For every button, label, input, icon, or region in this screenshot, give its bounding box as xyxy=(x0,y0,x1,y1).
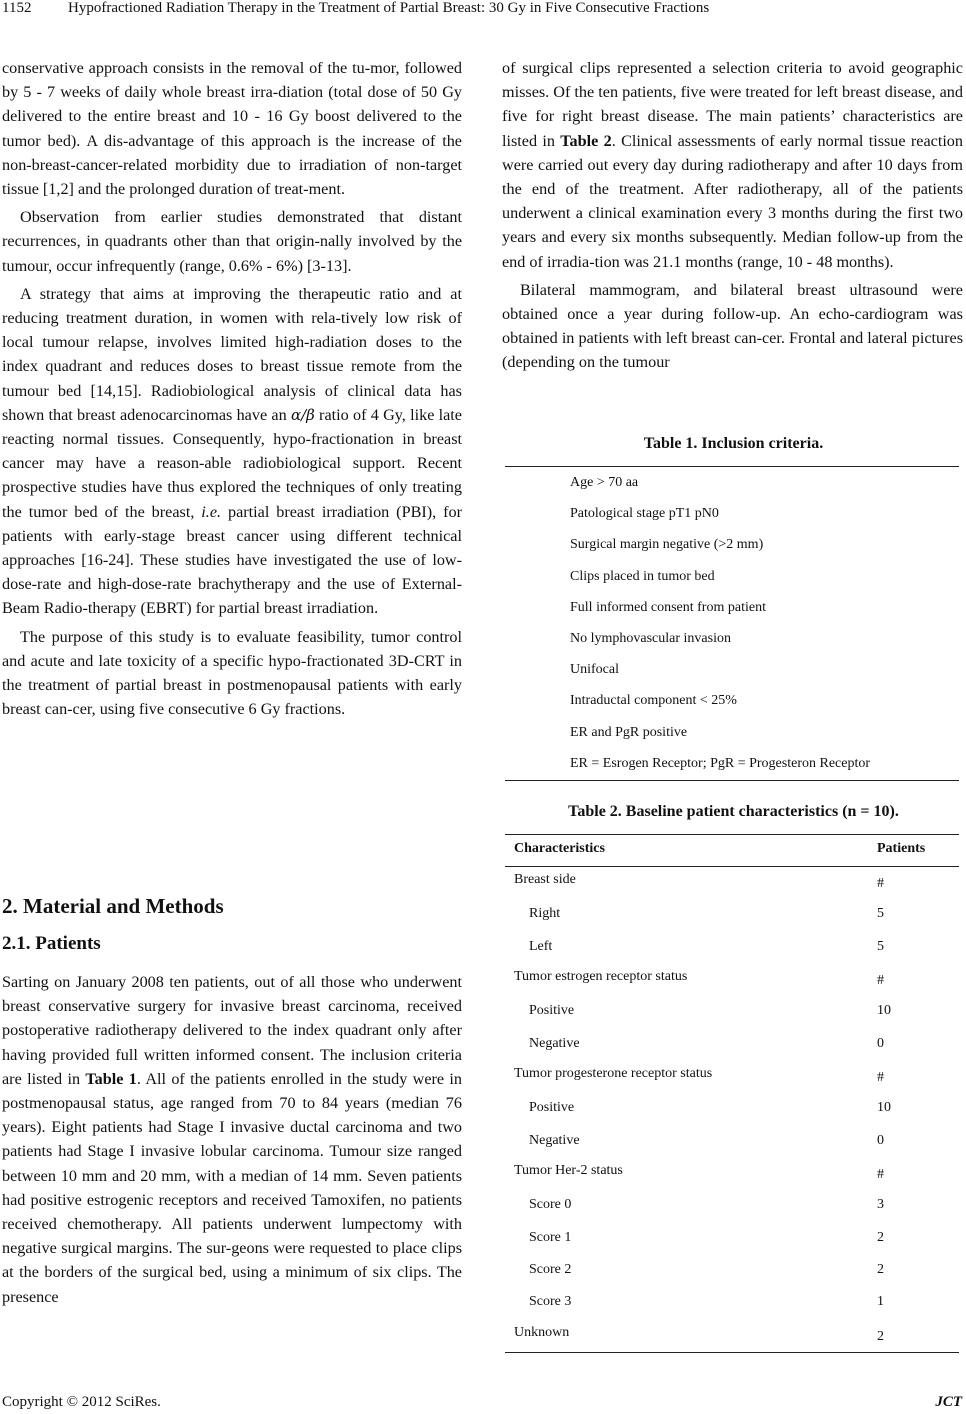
table2-caption: Table 2. Baseline patient characteristics (n = 10). xyxy=(568,803,899,820)
row-label: Score 3 xyxy=(529,1294,572,1310)
subsection-heading: 2.1. Patients xyxy=(2,933,101,954)
page-number: 1152 xyxy=(2,0,32,16)
table-row xyxy=(505,1001,959,1033)
paragraph: Observation from earlier studies demonstrated that distant recurrences, in quadrants other than that origin-nally involved by the tumour, occur infrequently (range, 0.6% - 6%) [3-13]. xyxy=(2,208,462,275)
column-header-patients: Patients xyxy=(877,841,926,856)
paragraph: A strategy that aims at improving the therapeutic ratio and at reducing treatment duration, in women with rela-tively low risk of local tumour relapse, involves limited high-radiation doses to the index quadrant and reduces doses to breast tissue remote from the tumour bed [14,15]. Radiobiological analysis of clinical data has shown that breast adenocarcinomas have an α/β ratio of 4 Gy, like late reacting normal tissues. Consequently, hypo-fractionation in breast cancer may have a reason-able radiobiological support. Recent prospective studies have thus explored the techniques of only treating the tumor bed of the breast, i.e. partial breast irradiation (PBI), for patients with early-stage breast cancer using different technical approaches [16-24]. These studies have investigated the use of low-dose-rate and high-dose-rate brachytherapy and the use of External-Beam Radio-therapy (EBRT) for partial breast irradiation. xyxy=(2,284,462,618)
row-label: Positive xyxy=(529,1100,575,1116)
table-row xyxy=(505,1034,959,1066)
row-value: 5 xyxy=(877,938,884,954)
ie-abbrev: i.e. xyxy=(201,502,222,521)
row-value: 0 xyxy=(877,1132,884,1148)
row-value: 2 xyxy=(877,1229,884,1245)
left-column xyxy=(2,56,462,721)
criteria-item: Clips placed in tumor bed xyxy=(570,568,715,584)
table-row xyxy=(505,1228,959,1260)
table2-bottom-rule xyxy=(505,1352,959,1353)
row-value: # xyxy=(877,876,884,891)
copyright-notice: Copyright © 2012 SciRes. xyxy=(2,1394,161,1410)
table-row xyxy=(505,872,959,904)
journal-abbrev: JCT xyxy=(935,1394,962,1410)
table2-top-rule xyxy=(505,834,959,835)
row-value: 2 xyxy=(877,1328,884,1344)
left-column-patients xyxy=(2,970,462,1309)
table-row xyxy=(505,937,959,969)
table-row xyxy=(505,1292,959,1324)
row-label: Positive xyxy=(529,1003,575,1019)
page-header xyxy=(0,0,966,24)
column-header-characteristics: Characteristics xyxy=(514,841,605,856)
row-value: # xyxy=(877,973,884,989)
row-value: # xyxy=(877,1070,884,1086)
row-label: Score 1 xyxy=(529,1229,572,1245)
row-value: 3 xyxy=(877,1197,884,1213)
table-row xyxy=(505,1163,959,1195)
table-row xyxy=(505,1260,959,1292)
table2-header-rule xyxy=(505,866,959,867)
criteria-item: Unifocal xyxy=(570,662,619,678)
table1-top-rule xyxy=(505,466,959,467)
table-row xyxy=(505,1131,959,1163)
table-row xyxy=(505,1098,959,1130)
alpha-beta-symbol: α/β xyxy=(290,405,315,424)
table1-criteria-list xyxy=(570,474,870,786)
paragraph: of surgical clips represented a selection criteria to avoid geographic misses. Of the ten patients, five were treated for left breast disease, and five for right breast disease. The main patients’ characteristics are listed in Table 2. Clinical assessments of early normal tissue reaction were carried out every day during radiotherapy and after 10 days from the end of the treatment. After radiotherapy, all of the patients underwent a clinical examination every 3 months during the first two years and every six months subsequently. Median follow-up from the end of irradia-tion was 21.1 months (range, 10 - 48 months). xyxy=(502,59,963,271)
row-value: 2 xyxy=(877,1262,884,1278)
criteria-item: Surgical margin negative (>2 mm) xyxy=(570,537,764,553)
table-row xyxy=(505,969,959,1001)
table-row xyxy=(505,904,959,936)
row-value: 5 xyxy=(877,906,884,922)
criteria-item: Intraductal component < 25% xyxy=(570,693,737,709)
row-label: Tumor estrogen receptor status xyxy=(514,969,688,985)
paragraph: Sarting on January 2008 ten patients, out of all those who underwent breast conservative surgery for invasive breast carcinoma, received postoperative radiotherapy delivered to the index quadrant only after having provided full written informed consent. The inclusion criteria are listed in Table 1. All of the patients enrolled in the study were in postmenopausal status, age ranged from 70 to 84 years (median 76 years). Eight patients had Stage I invasive ductal carcinoma and two patients had Stage I invasive lobular carcinoma. Tumour size ranged between 10 mm and 20 mm, with a median of 14 mm. Seven patients had positive estrogenic receptors and received Tamoxifen, no patients received chemotherapy. All patients underwent lumpectomy with negative surgical margins. The sur-geons were requested to place clips at the borders of the surgical bed, using a minimum of six clips. The presence xyxy=(2,973,462,1306)
table1-caption: Table 1. Inclusion criteria. xyxy=(643,435,824,452)
row-label: Tumor Her-2 status xyxy=(514,1163,623,1179)
table-reference[interactable]: Table 2 xyxy=(560,131,612,150)
table-row xyxy=(505,1195,959,1227)
table-row xyxy=(505,1066,959,1098)
criteria-item: No lymphovascular invasion xyxy=(570,630,731,646)
criteria-item: ER = Esrogen Receptor; PgR = Progesteron Receptor xyxy=(570,755,871,771)
row-label: Unknown xyxy=(514,1324,570,1340)
paragraph: conservative approach consists in the removal of the tu-mor, followed by 5 - 7 weeks of daily whole breast irra-diation (total dose of 50 Gy delivered to the entire breast and 10 - 16 Gy boost delivered to the tumor bed). A dis-advantage of this approach is the increase of the non-breast-cancer-related morbidity due to irradiation of non-target tissue [1,2] and the prolonged duration of treat-ment. xyxy=(2,59,462,199)
row-label: Negative xyxy=(529,1035,580,1051)
row-value: 10 xyxy=(877,1100,891,1116)
row-label: Breast side xyxy=(514,872,576,887)
row-value: 0 xyxy=(877,1035,884,1051)
row-label: Left xyxy=(529,938,553,954)
row-label: Tumor progesterone receptor status xyxy=(514,1066,713,1082)
paragraph: The purpose of this study is to evaluate feasibility, tumor control and acute and late toxicity of a specific hypo-fractionated 3D-CRT in the treatment of partial breast in postmenopausal patients with early breast can-cer, using five consecutive 6 Gy fractions. xyxy=(2,627,462,719)
row-label: Right xyxy=(529,906,561,922)
right-column xyxy=(502,56,963,375)
table1-bottom-rule xyxy=(505,780,959,781)
row-value: 1 xyxy=(877,1294,884,1310)
row-value: # xyxy=(877,1167,884,1183)
table2-body xyxy=(505,872,959,1357)
row-label: Negative xyxy=(529,1132,580,1148)
paragraph: Bilateral mammogram, and bilateral breast ultrasound were obtained once a year during follow-up. An echo-cardiogram was obtained in patients with left breast can-cer. Frontal and lateral pictures (depending on the tumour xyxy=(502,280,963,372)
running-title: Hypofractioned Radiation Therapy in the Treatment of Partial Breast: 30 Gy in Five Consecutive Fractions xyxy=(68,0,710,16)
table-reference[interactable]: Table 1 xyxy=(85,1069,137,1088)
criteria-item: Patological stage pT1 pN0 xyxy=(570,506,719,522)
criteria-item: Full informed consent from patient xyxy=(570,599,766,615)
criteria-item: ER and PgR positive xyxy=(570,724,688,740)
section-heading: 2. Material and Methods xyxy=(2,894,224,918)
row-value: 10 xyxy=(877,1003,891,1019)
row-label: Score 2 xyxy=(529,1262,572,1278)
criteria-item: Age > 70 aa xyxy=(570,475,639,490)
row-label: Score 0 xyxy=(529,1197,572,1213)
